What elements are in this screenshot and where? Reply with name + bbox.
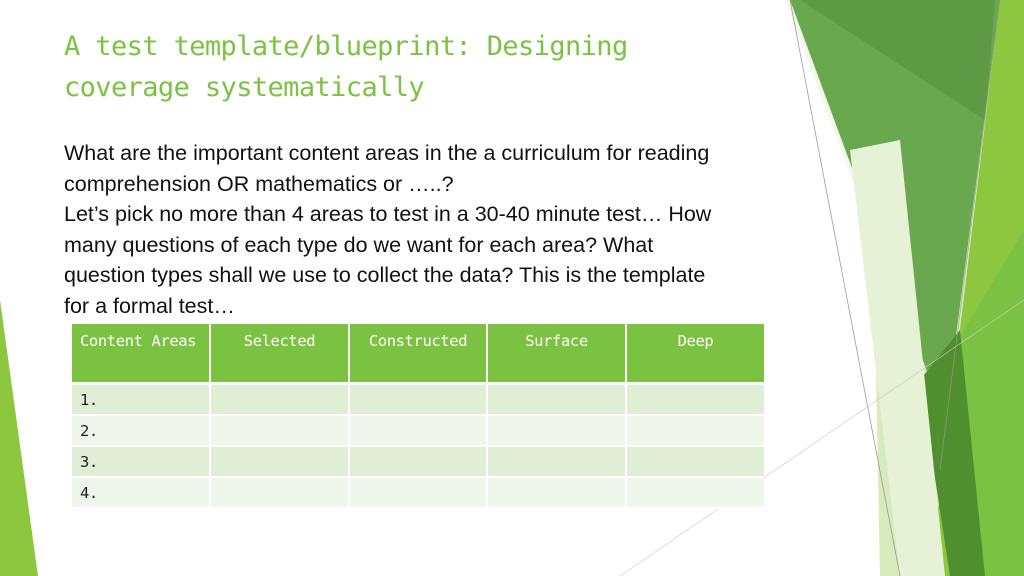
header-surface: Surface	[487, 324, 626, 384]
table-header-row	[72, 324, 764, 384]
table-cell	[349, 384, 487, 416]
table-cell: 2.	[72, 415, 210, 446]
body-line-6: for a formal test…	[64, 293, 235, 318]
header-deep: Deep	[626, 324, 764, 384]
table-cell	[349, 477, 487, 508]
slide-title-line-1: A test template/blueprint: Designing	[64, 31, 628, 62]
table-cell	[626, 415, 764, 446]
table-cell	[210, 415, 349, 446]
header-constructed: Constructed	[349, 324, 487, 384]
table-cell	[349, 415, 487, 446]
table-cell	[210, 384, 349, 416]
header-content-areas: Content Areas	[72, 324, 210, 384]
table-cell	[210, 477, 349, 508]
table-cell	[487, 477, 626, 508]
slide-title	[64, 26, 764, 108]
table-cell	[487, 415, 626, 446]
body-line-5: question types shall we use to collect the data? This is the template	[64, 263, 706, 288]
slide-body-text	[64, 138, 854, 322]
body-line-3: Let’s pick no more than 4 areas to test in a 30-40 minute test… How	[64, 202, 712, 227]
body-line-1: What are the important content areas in the a curriculum for reading	[64, 141, 710, 165]
body-line-4: many questions of each type do we want for each area? What	[64, 232, 654, 257]
table-cell	[487, 384, 626, 416]
table-row	[72, 477, 764, 508]
table-cell	[626, 446, 764, 477]
table-cell	[626, 384, 764, 416]
left-edge-accent	[0, 300, 38, 576]
table-cell	[626, 477, 764, 508]
header-selected: Selected	[210, 324, 349, 384]
table-cell: 4.	[72, 477, 210, 508]
table-cell: 3.	[72, 446, 210, 477]
table-cell	[349, 446, 487, 477]
table-cell: 1.	[72, 384, 210, 416]
table-row	[72, 446, 764, 477]
table-cell	[210, 446, 349, 477]
table-cell	[487, 446, 626, 477]
table-row	[72, 384, 764, 416]
body-line-2: comprehension OR mathematics or …..?	[64, 171, 454, 196]
slide-title-line-2: coverage systematically	[64, 72, 425, 103]
table-row	[72, 415, 764, 446]
blueprint-table	[72, 324, 764, 509]
